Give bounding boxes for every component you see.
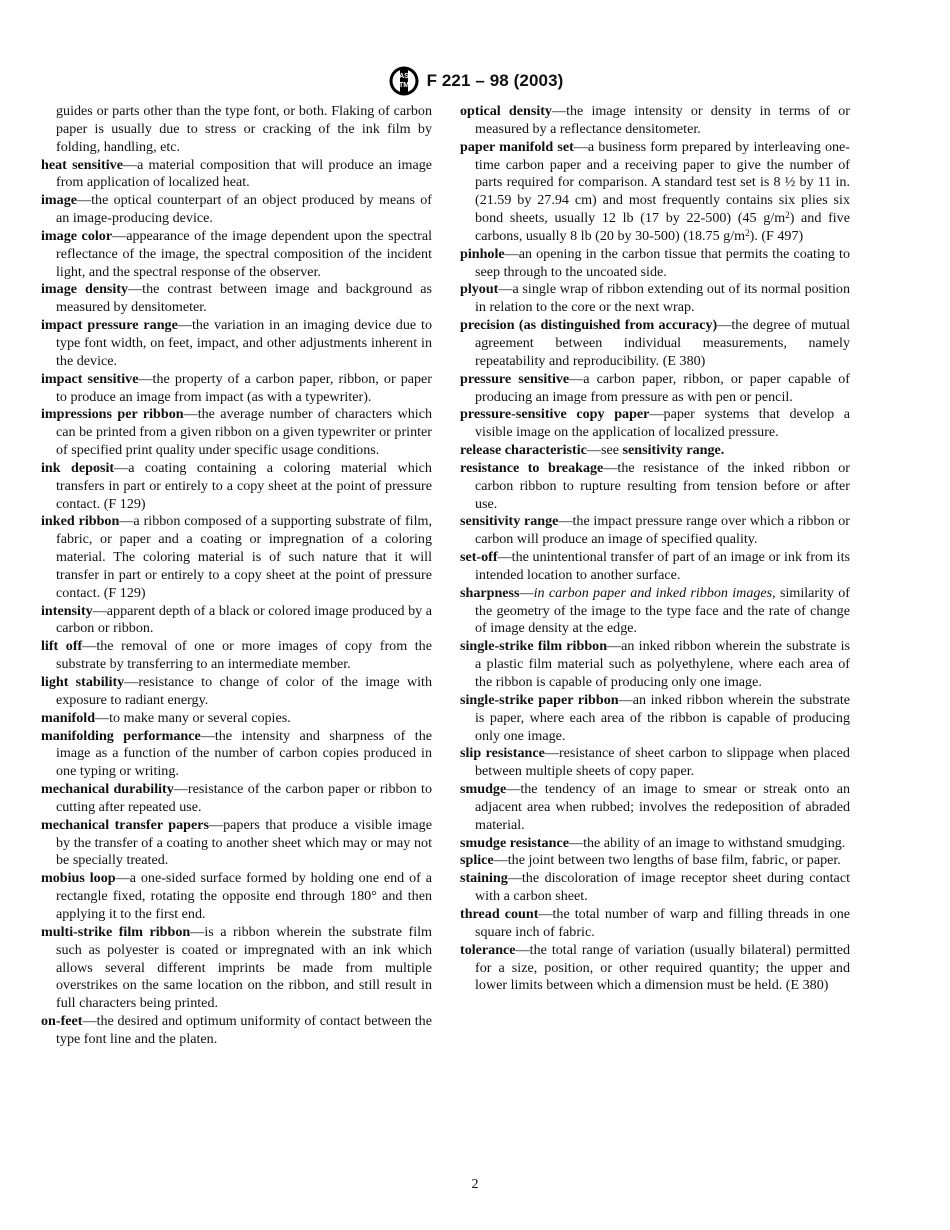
term: mechanical transfer papers — [41, 816, 210, 833]
definition-entry — [41, 281, 432, 317]
term: splice — [460, 852, 494, 869]
definition: —a business form prepared by interleaving one-time carbon paper and a receiving paper to give the number of parts required for comparison. A standard test set is 8 ½ by 11 in. (21.59 by 27.94 cm) and most frequently contains six plies six bond sheets, usually 12 lb (17 by 22-500) (45 g/m — [475, 138, 850, 227]
term: smudge — [460, 781, 507, 798]
term: optical density — [460, 103, 552, 119]
definition: —the contrast between image and background as measured by densitometer. — [56, 281, 432, 316]
term: impact pressure range — [41, 317, 178, 334]
definition: —a material composition that will produce an image from application of localized heat. — [56, 156, 433, 191]
term: impact sensitive — [41, 370, 139, 387]
definition-entry — [460, 246, 850, 282]
term: single-strike paper ribbon — [460, 691, 619, 708]
definition-entry — [41, 406, 432, 460]
term: on-feet — [41, 1013, 83, 1030]
definition-entry — [41, 870, 432, 924]
definition: ) and five carbons, usually 8 lb (20 by 30-500) (18.75 g/m — [475, 210, 850, 244]
definition: —see — [586, 442, 623, 459]
header-inner — [387, 65, 564, 97]
definition: —an inked ribbon wherein the substrate is paper, where each area of the ribbon is capable of producing only one image. — [475, 691, 850, 744]
term: multi-strike film ribbon — [41, 923, 191, 940]
term: set-off — [460, 549, 498, 566]
term: thread count — [460, 905, 539, 922]
definition: —the total number of warp and filling threads in one square inch of fabric. — [475, 905, 850, 940]
definition-entry — [460, 852, 850, 870]
definition: —the unintentional transfer of part of an image or ink from its intended location to another surface. — [475, 549, 850, 583]
term: pressure-sensitive copy paper — [460, 406, 650, 423]
term: pressure sensitive — [460, 370, 570, 387]
superscript: 2 — [745, 227, 750, 238]
definition: —the desired and optimum uniformity of contact between the type font line and the platen. — [56, 1013, 432, 1047]
term: precision (as distinguished from accuracy) — [460, 317, 718, 334]
page-number: 2 — [471, 1177, 479, 1192]
definition: —a carbon paper, ribbon, or paper capable of producing an image from pressure as with pen or pencil. — [475, 370, 850, 405]
svg-text:TM: TM — [398, 82, 409, 89]
definition-entry — [41, 157, 432, 193]
definition-entry — [460, 906, 850, 942]
definition: —to make many or several copies. — [95, 709, 291, 726]
definition-entry — [41, 638, 432, 674]
definition-entry — [460, 103, 850, 139]
definition-entry — [460, 781, 850, 835]
term: pinhole — [460, 245, 505, 262]
term: single-strike film ribbon — [460, 638, 608, 655]
term: mechanical durability — [41, 781, 174, 798]
term: staining — [460, 870, 508, 887]
definition: —resistance to change of color of the image with exposure to radiant energy. — [56, 674, 433, 708]
definition-entry — [41, 317, 432, 371]
left-column — [41, 103, 432, 1049]
definition-entry — [460, 585, 850, 639]
definition: —a single wrap of ribbon extending out of its normal position in relation to the core or the next wrap. — [475, 281, 850, 316]
definition: —the degree of mutual agreement between individual measurements, namely repeatability and reproducibility. (E 380) — [475, 317, 850, 369]
term: plyout — [460, 281, 499, 298]
term: image density — [41, 281, 129, 298]
term: image color — [41, 227, 113, 244]
continued-paragraph: guides or parts other than the type font, or both. Flaking of carbon paper is usually due to stress or cracking of the ink film by folding, handling, etc. — [56, 103, 432, 155]
definition: —the total range of variation (usually bilateral) permitted for a size, position, or other required quantity; the upper and lower limits between which a dimension must be held. (E 380) — [475, 941, 850, 994]
italic-qualifier: in carbon paper and inked ribbon images — [533, 584, 773, 601]
definition-entry — [460, 692, 850, 746]
definition-entry — [41, 1013, 432, 1049]
definition: —the resistance of the inked ribbon or carbon ribbon to rupture resulting from tension before or after use. — [475, 459, 850, 512]
definition-entry — [41, 924, 432, 1013]
definition-entry — [460, 942, 850, 996]
definition-entry — [41, 228, 432, 282]
definition: —a one-sided surface formed by holding one end of a rectangle fixed, rotating the opposite end through 180° and then applying it to the first end. — [56, 870, 432, 922]
term: impressions per ribbon — [41, 406, 184, 423]
term: intensity — [41, 602, 93, 619]
definition: — — [519, 584, 534, 601]
definition: —resistance of the carbon paper or ribbon to cutting after repeated use. — [56, 781, 433, 815]
term: smudge resistance — [460, 834, 569, 851]
definition: —the ability of an image to withstand smudging. — [568, 834, 846, 851]
definition: —the joint between two lengths of base film, fabric, or paper. — [493, 852, 841, 869]
term: release characteristic — [460, 442, 587, 459]
definition-entry — [460, 139, 850, 246]
definition-entry — [460, 317, 850, 371]
page-header — [0, 65, 950, 97]
definition: —the image intensity or density in terms of or measured by a reflectance densitometer. — [475, 103, 851, 137]
term: mobius loop — [41, 870, 116, 887]
definition-entry — [41, 674, 432, 710]
term: inked ribbon — [41, 513, 120, 530]
definition: —an inked ribbon wherein the substrate is a plastic film material such as polyethylene, where each area of the ribbon is capable of producing only one image. — [475, 638, 850, 690]
term: ink deposit — [41, 459, 115, 476]
definition-entry — [460, 870, 850, 906]
term: manifolding performance — [41, 727, 201, 744]
superscript: 2 — [785, 210, 790, 221]
definition: —the impact pressure range over which a ribbon or carbon will produce an image of specified quality. — [475, 513, 851, 548]
definition-entry — [460, 745, 850, 781]
document-id: F 221 – 98 (2003) — [426, 71, 564, 90]
definition: —papers that produce a visible image by the transfer of a coating to another sheet which may or may not be specially treated. — [56, 816, 432, 869]
definition: —a ribbon composed of a supporting substrate of film, fabric, or paper and a coating or impregnation of a coloring material. The coloring material is of such nature that it will transfer in part or entirely to a copy sheet at the point of pressure contact. (F 129) — [56, 513, 432, 601]
definition-entry — [460, 835, 850, 853]
term: resistance to breakage — [460, 459, 604, 476]
term: lift off — [41, 638, 83, 655]
definition: —the intensity and sharpness of the image as a function of the number of carbon copies produced in one typing or writing. — [56, 727, 432, 780]
term: sharpness — [460, 584, 520, 601]
definition-entry — [460, 638, 850, 692]
definition: ). (F 497) — [749, 227, 804, 244]
term: image — [41, 192, 78, 209]
definition-entry — [41, 513, 432, 602]
definition: —paper systems that develop a visible image on the application of localized pressure. — [475, 406, 850, 441]
definition-entry — [41, 728, 432, 782]
astm-logo-icon — [387, 65, 421, 97]
right-column — [460, 103, 850, 995]
definition: —the optical counterpart of an object produced by means of an image-producing device. — [56, 192, 432, 227]
definition-entry — [460, 281, 850, 317]
term: light stability — [41, 674, 125, 690]
definition: —an opening in the carbon tissue that permits the coating to seep through to the uncoated side. — [475, 245, 850, 280]
definition-entry — [41, 817, 432, 871]
definition-entry — [460, 442, 850, 460]
definition: —the property of a carbon paper, ribbon, or paper to produce an image from impact (as with a typewriter). — [56, 370, 433, 405]
definition-entry — [41, 192, 432, 228]
definition-entry — [41, 460, 432, 514]
term: sensitivity range — [460, 513, 559, 530]
term: slip resistance — [460, 745, 545, 762]
definition-entry — [460, 371, 850, 407]
definition: —the removal of one or more images of copy from the substrate by transferring to an intermediate member. — [56, 638, 432, 673]
definition: —the discoloration of image receptor sheet during contact with a carbon sheet. — [475, 870, 850, 905]
definition-entry — [41, 603, 432, 639]
definition-entry — [460, 513, 850, 549]
definition: —the average number of characters which can be printed from a given ribbon on a given typewriter or printer of specified print quality under specific usage conditions. — [56, 406, 432, 459]
definition-entry — [41, 710, 432, 728]
definition: —appearance of the image dependent upon the spectral reflectance of the image, the spectral composition of the incident light, and the spectral response of the observer. — [56, 227, 432, 280]
definition-entry — [460, 460, 850, 514]
cross-reference: sensitivity range. — [622, 442, 725, 459]
term: paper manifold set — [460, 138, 574, 155]
definition: —is a ribbon wherein the substrate film such as polyester is coated or impregnated with an ink which allows several different imprints be made from multiple overstrikes on the same location on the ribbon, and still result in full characters being printed. — [56, 923, 432, 1012]
definition-entry — [460, 549, 850, 585]
definition: —apparent depth of a black or colored image produced by a carbon or ribbon. — [56, 602, 432, 637]
svg-text:AS: AS — [398, 73, 409, 80]
definition-entry — [41, 781, 432, 817]
definition: , similarity of the geometry of the image to the type face and the rate of change of image density at the edge. — [475, 584, 850, 637]
definition: —the tendency of an image to smear or streak onto an adjacent area when rubbed; involves the redeposition of abraded material. — [475, 781, 850, 833]
term: tolerance — [460, 941, 516, 958]
definition: —the variation in an imaging device due to type font width, on feet, impact, and other adjustments inherent in the device. — [56, 317, 432, 369]
definition-entry — [41, 371, 432, 407]
definition-entry — [460, 406, 850, 442]
definition: —a coating containing a coloring material which transfers in part or entirely to a copy sheet at the point of pressure contact. (F 129) — [56, 459, 432, 512]
definition: —resistance of sheet carbon to slippage when placed between multiple sheets of copy paper. — [475, 745, 850, 780]
term: heat sensitive — [41, 156, 123, 173]
term: manifold — [41, 709, 96, 726]
